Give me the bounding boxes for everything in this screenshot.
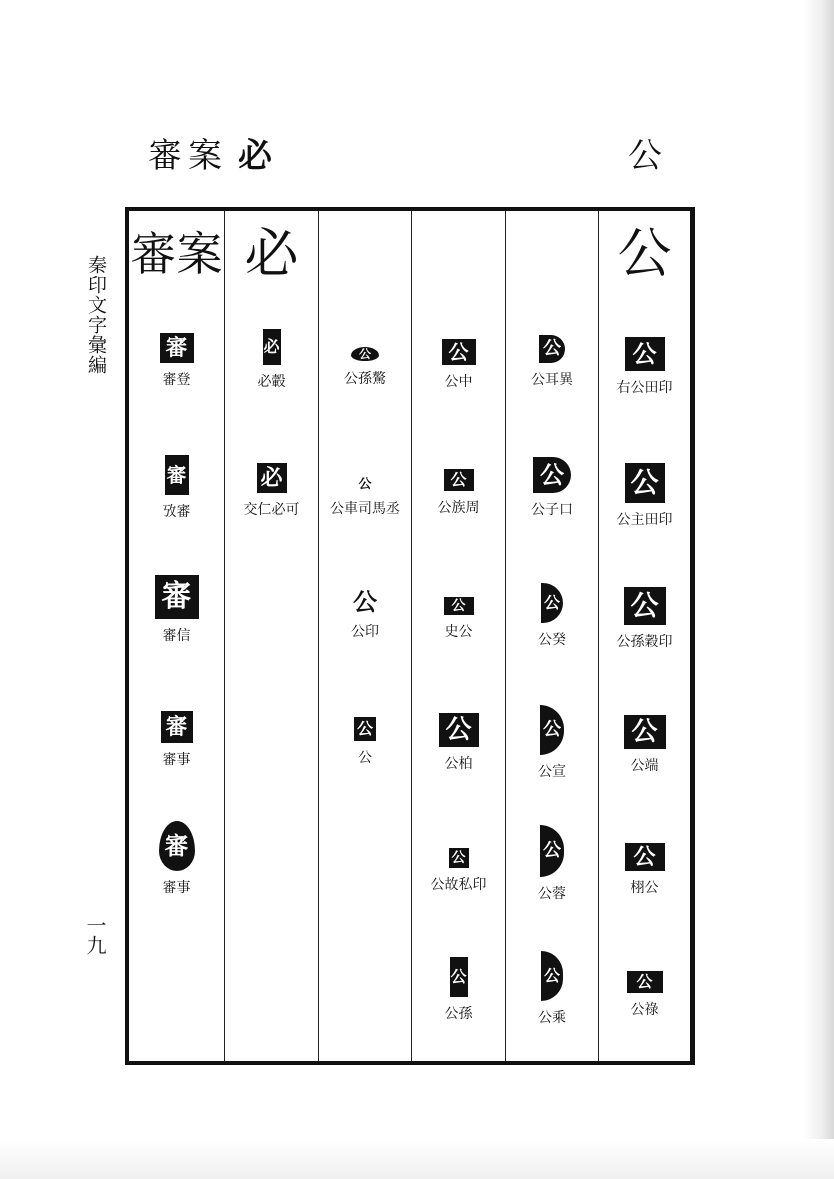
seal-impression: 公 [625,337,665,371]
column-gong-3 [506,211,599,1061]
heading-shen-an: 審案 [148,136,228,176]
seal-label: 公宣 [538,764,566,780]
seal-label: 公子口 [531,502,573,518]
seal-label: 公車司馬丞 [330,501,400,517]
seal-label: 公柏 [444,756,473,772]
seal-impression: 公 [624,587,666,625]
seal-entry [412,469,505,517]
heading-bi: 必 [238,136,278,176]
seal-entry [412,595,505,641]
seal-label: 公孫 [444,1006,473,1022]
heading-gong: 公 [628,136,668,176]
seal-entry [506,335,598,389]
column-bi [225,211,319,1061]
seal-impression: 公 [541,583,563,623]
column-gong-1 [319,211,412,1061]
seal-entry [412,847,505,894]
seal-entry [599,337,690,397]
seal-label: 公中 [444,374,473,390]
seal-impression: 公 [358,477,372,492]
seal-impression: 公 [625,843,665,871]
seal-label: 公端 [630,758,659,774]
seal-entry [506,825,598,903]
seal-impression: 公 [442,339,476,365]
seal-entry [129,575,224,645]
seal-label: 審事 [162,880,191,896]
seal-impression: 審 [165,455,189,495]
seal-impression: 公 [627,971,663,993]
seal-impression: 公 [539,335,565,363]
seal-impression: 審 [161,711,193,743]
seal-label: 公癸 [538,632,566,648]
seal-impression: 公 [541,951,563,1001]
seal-label: 公主田印 [616,512,673,528]
seal-impression: 公 [625,463,665,503]
seal-label: 右公田印 [616,380,673,396]
seal-entry [129,711,224,769]
seal-entry [599,587,690,651]
seal-entry [129,821,224,897]
seal-entry [319,473,411,518]
seal-entry [506,705,598,781]
column-gong-2 [412,211,506,1061]
seal-impression: 必 [257,463,287,493]
page-bottom-shadow [0,1139,834,1179]
seal-label: 公 [358,750,372,766]
seal-label: 公故私印 [430,877,487,893]
seal-entry [225,463,318,519]
seal-label: 審信 [162,628,191,644]
seal-label: 史公 [444,624,473,640]
column-gong-4 [599,211,690,1061]
column-shen-an [129,211,225,1061]
seal-impression: 公 [540,825,564,877]
seal-label: 必轂 [257,374,286,390]
seal-label: 公孫驁 [344,371,386,387]
page-number: 一九 [83,915,107,955]
seal-entry [599,715,690,775]
seal-entry [506,457,598,519]
seal-entry [412,957,505,1023]
seal-impression: 公 [624,715,666,749]
seal-label: 審事 [162,752,191,768]
seal-entry [599,971,690,1019]
seal-entry [319,589,411,641]
seal-entry [412,713,505,773]
seal-impression: 公 [439,713,479,747]
seal-impression: 公 [540,705,564,755]
seal-label: 攷審 [162,504,191,520]
seal-impression: 公 [354,717,376,741]
seal-label: 公印 [351,624,379,640]
seal-label: 公乘 [538,1010,566,1026]
column-head: 審案 [130,227,223,281]
seal-entry [506,583,598,649]
seal-impression: 公 [449,848,469,868]
seal-impression: 審 [160,333,194,363]
seal-label: 審登 [162,372,191,388]
seal-entry [225,329,318,391]
book-title: 秦印文字彙編 [85,255,107,375]
seal-entry [319,343,411,388]
seal-table [125,207,695,1065]
seal-impression: 公 [450,957,468,997]
column-head: 必 [244,222,299,285]
seal-impression: 公 [351,347,379,361]
column-head: 公 [617,222,672,285]
seal-label: 公祿 [630,1002,659,1018]
seal-impression: 必 [263,329,281,365]
seal-entry [319,717,411,767]
seal-impression: 公 [444,469,474,491]
seal-entry [599,463,690,529]
seal-impression: 公 [533,457,571,493]
seal-label: 公族周 [437,500,480,516]
seal-label: 公耳異 [531,372,573,388]
seal-label: 公蓉 [538,886,566,902]
seal-entry [599,843,690,897]
seal-label: 交仁必可 [243,502,300,518]
page-edge-shadow [804,0,834,1179]
seal-entry [129,333,224,389]
seal-entry [129,455,224,521]
seal-entry [412,339,505,391]
seal-entry [506,951,598,1027]
seal-label: 公孫穀印 [616,634,673,650]
seal-impression: 公 [353,587,377,616]
seal-impression: 審 [159,821,195,871]
seal-impression: 公 [444,597,474,615]
seal-impression: 審 [155,575,199,619]
seal-label: 栩公 [630,880,659,896]
